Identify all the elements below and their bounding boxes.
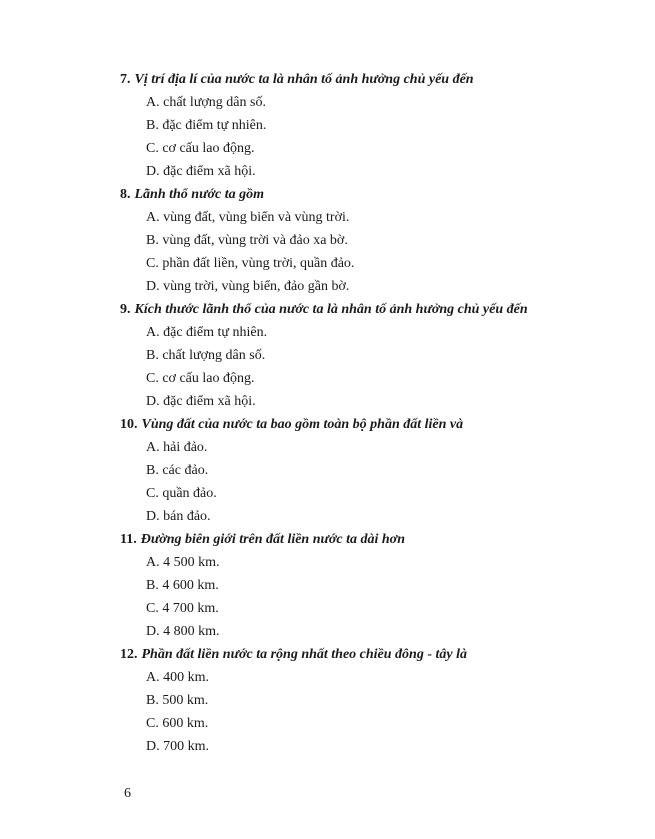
page-number: 6 [124, 786, 131, 801]
question-block [120, 643, 615, 758]
answer-option: C. phần đất liền, vùng trời, quần đảo. [146, 256, 355, 271]
answer-option: B. vùng đất, vùng trời và đảo xa bờ. [146, 233, 348, 248]
question-number: 9. [120, 302, 131, 317]
answer-option: A. vùng đất, vùng biển và vùng trời. [146, 210, 350, 225]
answer-option: D. bán đảo. [146, 509, 211, 524]
question-block [120, 68, 615, 183]
question-text: Phần đất liền nước ta rộng nhất theo chiều đông - tây là [141, 647, 467, 662]
question-heading [120, 68, 615, 91]
question-heading [120, 643, 615, 666]
answer-option: A. 4 500 km. [146, 555, 220, 570]
answer-option: B. đặc điểm tự nhiên. [146, 118, 267, 133]
question-text: Vùng đất của nước ta bao gồm toàn bộ phần đất liền và [141, 417, 464, 432]
question-heading [120, 413, 615, 436]
question-text: Vị trí địa lí của nước ta là nhân tố ảnh hưởng chủ yếu đến [134, 72, 474, 87]
question-text: Lãnh thổ nước ta gồm [134, 187, 264, 202]
answer-option: C. 600 km. [146, 716, 209, 731]
answer-option: A. chất lượng dân số. [146, 95, 266, 110]
answer-option: D. 4 800 km. [146, 624, 220, 639]
answer-option: D. đặc điểm xã hội. [146, 164, 256, 179]
question-block [120, 528, 615, 643]
question-heading [120, 298, 615, 321]
question-text: Đường biên giới trên đất liền nước ta dài hơn [140, 532, 405, 547]
answer-option: D. vùng trời, vùng biển, đảo gần bờ. [146, 279, 350, 294]
question-list [120, 68, 615, 758]
question-block [120, 298, 615, 413]
answer-option: B. 500 km. [146, 693, 209, 708]
answer-option: B. các đảo. [146, 463, 209, 478]
question-number: 10. [120, 417, 138, 432]
answer-option: A. đặc điểm tự nhiên. [146, 325, 268, 340]
question-number: 11. [120, 532, 137, 547]
answer-option: B. 4 600 km. [146, 578, 219, 593]
question-text: Kích thước lãnh thổ của nước ta là nhân tố ảnh hưởng chủ yếu đến [134, 302, 528, 317]
question-heading [120, 183, 615, 206]
answer-option: A. 400 km. [146, 670, 209, 685]
question-block [120, 183, 615, 298]
question-block [120, 413, 615, 528]
answer-option: A. hải đảo. [146, 440, 208, 455]
question-heading [120, 528, 615, 551]
question-number: 7. [120, 72, 131, 87]
answer-option: B. chất lượng dân số. [146, 348, 266, 363]
answer-option: D. 700 km. [146, 739, 209, 754]
answer-option: C. cơ cấu lao động. [146, 141, 255, 156]
answer-option: D. đặc điểm xã hội. [146, 394, 256, 409]
answer-option: C. quần đảo. [146, 486, 217, 501]
question-number: 12. [120, 647, 138, 662]
question-number: 8. [120, 187, 131, 202]
answer-option: C. cơ cấu lao động. [146, 371, 255, 386]
answer-option: C. 4 700 km. [146, 601, 219, 616]
